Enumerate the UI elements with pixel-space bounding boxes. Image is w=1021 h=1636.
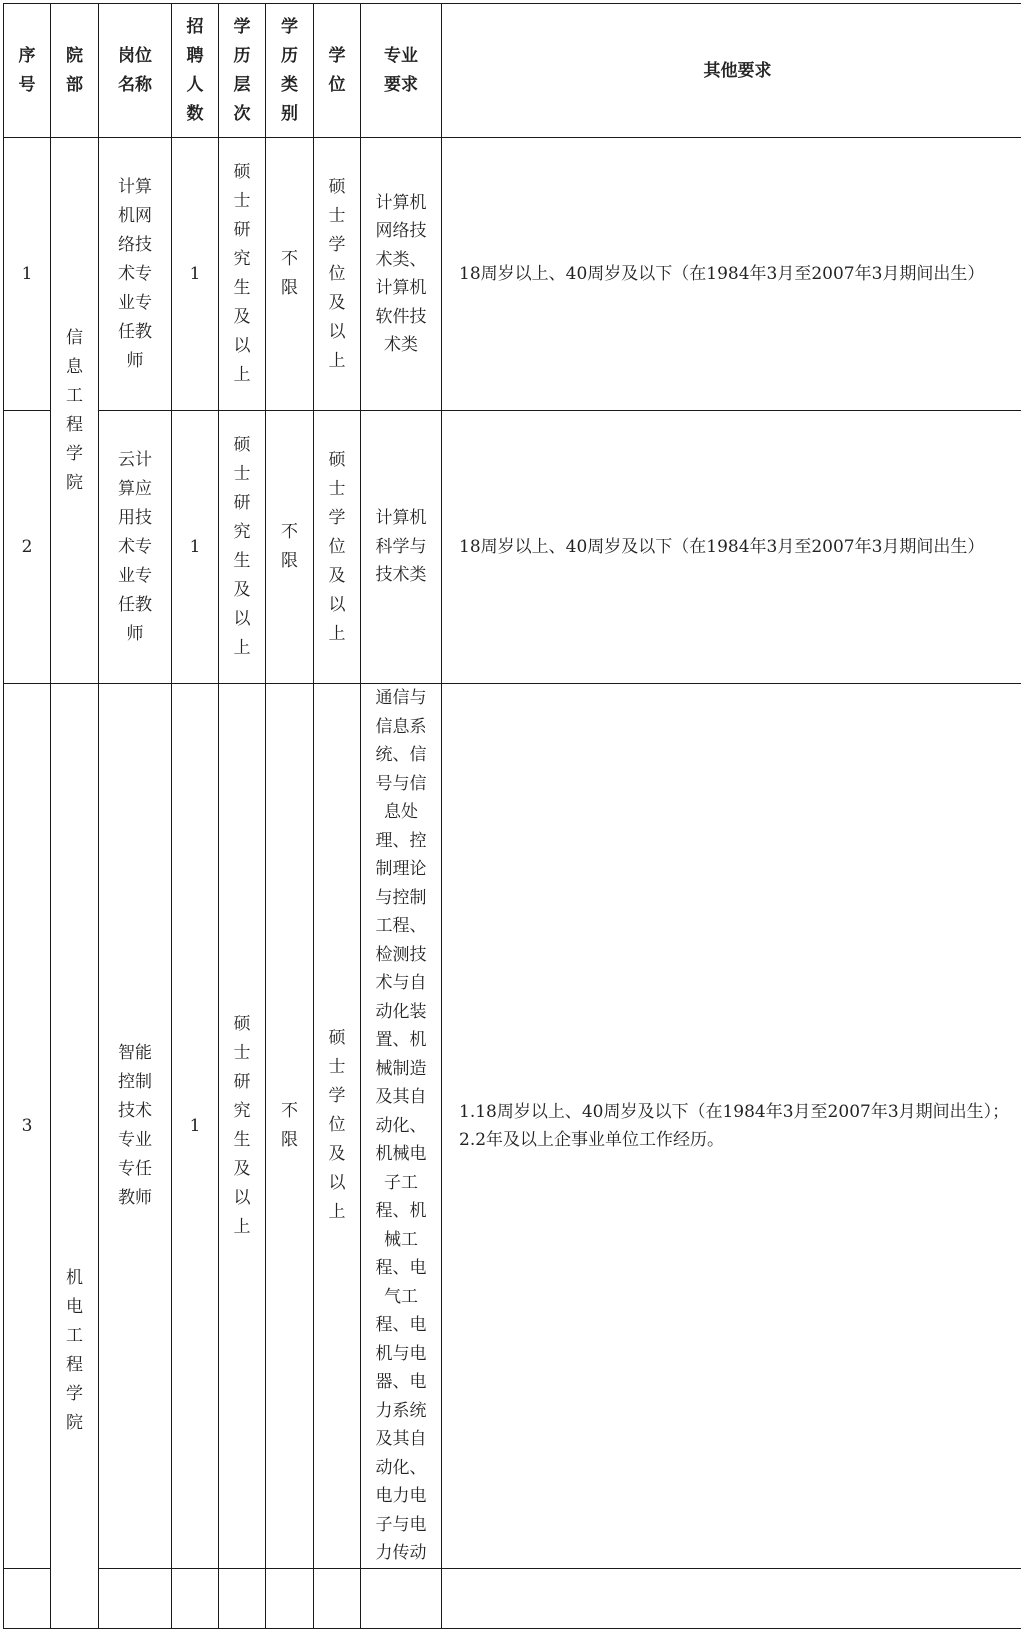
cell-empty <box>442 1568 1021 1628</box>
cell-edu-level: 硕士研究生及以上 <box>219 684 266 1569</box>
cell-empty <box>99 1568 172 1628</box>
cell-major: 通信与信息系统、信号与信息处理、控制理论与控制工程、检测技术与自动化装置、机械制造及其自动化、机械电子工程、机械工程、电气工程、电机与电器、电力系统及其自动化、电力电子与电力传动 <box>361 684 442 1569</box>
cell-edu-level: 硕士研究生及以上 <box>219 411 266 684</box>
header-count: 招聘人数 <box>172 4 219 138</box>
cell-position: 智能控制技术专业专任教师 <box>99 684 172 1569</box>
header-position: 岗位名称 <box>99 4 172 138</box>
cell-edu-type: 不限 <box>266 411 314 684</box>
header-edu-level: 学历层次 <box>219 4 266 138</box>
cell-position: 云计算应用技术专业专任教师 <box>99 411 172 684</box>
cell-seq: 3 <box>4 684 51 1569</box>
other-line: 1.18周岁以上、40周岁及以下（在1984年3月至2007年3月期间出生）； <box>459 1101 1010 1122</box>
cell-degree: 硕士学位及以上 <box>314 684 361 1569</box>
cell-empty <box>266 1568 314 1628</box>
cell-edu-type: 不限 <box>266 684 314 1569</box>
table-row-partial <box>4 1568 1021 1628</box>
cell-degree: 硕士学位及以上 <box>314 411 361 684</box>
other-line: 2.2年及以上企事业单位工作经历。 <box>459 1129 725 1150</box>
cell-count: 1 <box>172 411 219 684</box>
cell-empty <box>361 1568 442 1628</box>
table-row <box>4 411 1021 684</box>
cell-empty <box>314 1568 361 1628</box>
cell-empty <box>219 1568 266 1628</box>
cell-degree: 硕士学位及以上 <box>314 138 361 411</box>
header-dept: 院部 <box>51 4 99 138</box>
other-line: 18周岁以上、40周岁及以下（在1984年3月至2007年3月期间出生） <box>459 537 985 557</box>
cell-major: 计算机网络技术类、计算机软件技术类 <box>361 138 442 411</box>
cell-dept: 机电工程学院 <box>51 684 99 1629</box>
cell-edu-type: 不限 <box>266 138 314 411</box>
other-line: 18周岁以上、40周岁及以下（在1984年3月至2007年3月期间出生） <box>459 264 985 284</box>
cell-edu-level: 硕士研究生及以上 <box>219 138 266 411</box>
cell-count: 1 <box>172 684 219 1569</box>
cell-major: 计算机科学与技术类 <box>361 411 442 684</box>
header-degree: 学位 <box>314 4 361 138</box>
header-seq: 序号 <box>4 4 51 138</box>
cell-other <box>442 684 1021 1569</box>
cell-empty <box>4 1568 51 1628</box>
cell-empty <box>172 1568 219 1628</box>
header-other: 其他要求 <box>442 4 1021 138</box>
header-major: 专业要求 <box>361 4 442 138</box>
cell-dept: 信息工程学院 <box>51 138 99 684</box>
header-row <box>4 4 1021 138</box>
cell-count: 1 <box>172 138 219 411</box>
cell-position: 计算机网络技术专业专任教师 <box>99 138 172 411</box>
cell-other <box>442 138 1021 411</box>
table-row <box>4 684 1021 1569</box>
recruitment-table <box>3 3 1021 1629</box>
header-edu-type: 学历类别 <box>266 4 314 138</box>
cell-seq: 1 <box>4 138 51 411</box>
table-row <box>4 138 1021 411</box>
cell-other <box>442 411 1021 684</box>
cell-seq: 2 <box>4 411 51 684</box>
